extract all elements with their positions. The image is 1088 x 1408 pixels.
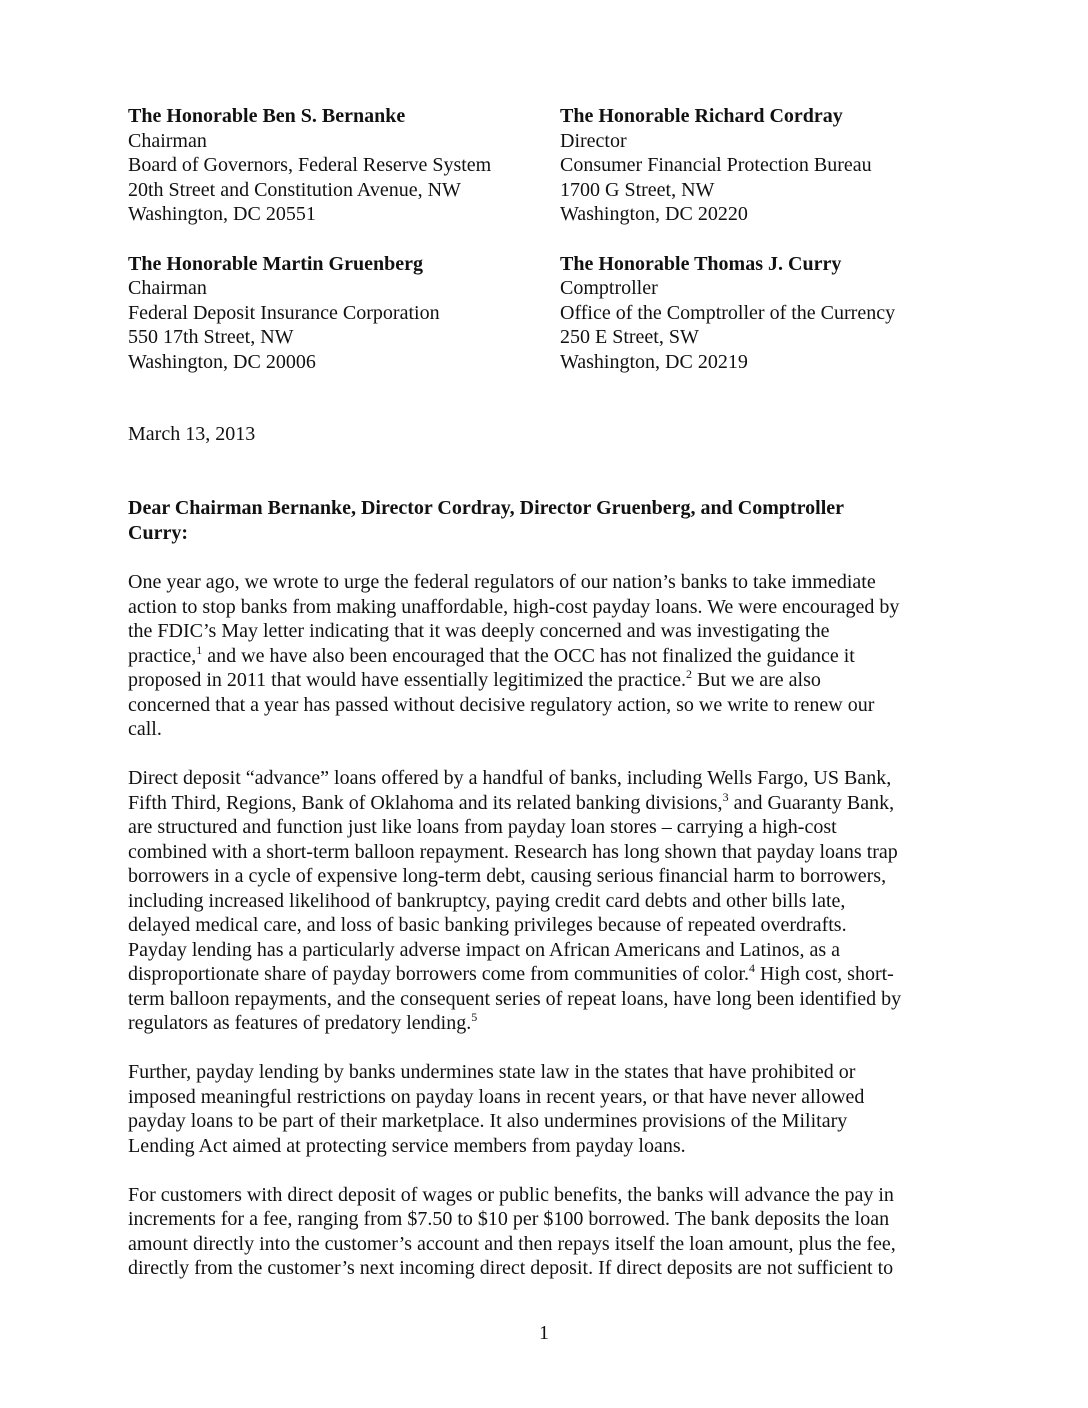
addressee-bernanke (128, 104, 560, 227)
addressee-city: Washington, DC 20219 (560, 350, 748, 373)
line-text: borrowers in a cycle of expensive long-term debt, causing serious financial harm to borrowers, (128, 865, 887, 887)
addressee-street: 1700 G Street, NW (560, 178, 715, 201)
line-text: including increased likelihood of bankruptcy, paying credit card debts and other bills late, (128, 889, 846, 912)
addressee-name: The Honorable Ben S. Bernanke (128, 105, 406, 127)
line-text: disproportionate share of payday borrowers come from communities of color. (128, 963, 749, 985)
paragraph-line (128, 595, 960, 620)
paragraph-line (128, 766, 960, 791)
addressee-title: Chairman (128, 129, 207, 152)
addressee-organization: Office of the Comptroller of the Currency (560, 301, 896, 324)
letter-body (128, 570, 960, 1305)
line-text-after-footnote: But we are also (692, 669, 821, 691)
line-text-after-footnote: and Guaranty Bank, (728, 791, 895, 814)
footnote-reference: 4 (748, 961, 755, 975)
line-text: concerned that a year has passed without decisive regulatory action, so we write to renew our (128, 693, 875, 716)
line-text: Payday lending has a particularly adverse impact on African Americans and Latinos, as a (128, 938, 840, 961)
line-text: combined with a short-term balloon repayment. Research has long shown that payday loans trap (128, 840, 898, 863)
line-text: For customers with direct deposit of wages or public benefits, the banks will advance the pay in (128, 1183, 894, 1206)
paragraph-line (128, 1134, 960, 1159)
paragraph-line (128, 791, 960, 816)
paragraph-line (128, 815, 960, 840)
line-text: call. (128, 718, 162, 740)
body-paragraph (128, 570, 960, 742)
paragraph-line (128, 1183, 960, 1208)
paragraph-line (128, 1207, 960, 1232)
paragraph-line (128, 570, 960, 595)
paragraph-line (128, 840, 960, 865)
paragraph-line (128, 913, 960, 938)
letter-date: March 13, 2013 (128, 423, 256, 445)
salutation-line: Dear Chairman Bernanke, Director Cordray, Director Gruenberg, and Comptroller (128, 497, 845, 519)
addressee-cordray (560, 104, 968, 227)
footnote-reference: 3 (722, 789, 729, 804)
paragraph-line (128, 987, 960, 1012)
line-text: increments for a fee, ranging from $7.50 to $10 per $100 borrowed. The bank deposits the loan (128, 1208, 890, 1230)
paragraph-line (128, 1011, 960, 1036)
line-text: are structured and function just like loans from payday loan stores – carrying a high-cost (128, 816, 837, 838)
line-text: imposed meaningful restrictions on payday loans in recent years, or that have never allowed (128, 1085, 865, 1108)
addressee-street: 20th Street and Constitution Avenue, NW (128, 178, 461, 201)
paragraph-line (128, 619, 960, 644)
paragraph-line (128, 644, 960, 669)
salutation-line: Curry: (128, 521, 188, 544)
addressee-city: Washington, DC 20551 (128, 203, 316, 225)
line-text: directly from the customer’s next incoming direct deposit. If direct deposits are not sufficient to (128, 1257, 894, 1279)
addressee-street: 250 E Street, SW (560, 326, 699, 348)
footnote-reference: 2 (686, 667, 692, 681)
addressee-name: The Honorable Thomas J. Curry (560, 252, 842, 275)
addressee-title: Director (560, 129, 627, 152)
addressee-blocks (128, 104, 968, 374)
line-text: Lending Act aimed at protecting service members from payday loans. (128, 1134, 686, 1157)
addressee-city: Washington, DC 20006 (128, 350, 316, 373)
addressee-title: Comptroller (560, 277, 658, 299)
paragraph-line (128, 693, 960, 718)
addressee-title: Chairman (128, 277, 207, 299)
line-text: regulators as features of predatory lending. (128, 1012, 472, 1034)
addressee-city: Washington, DC 20220 (560, 203, 748, 225)
paragraph-line (128, 1060, 960, 1085)
line-text: action to stop banks from making unaffordable, high-cost payday loans. We were encouraged by (128, 595, 900, 618)
footnote-reference: 1 (196, 642, 203, 657)
addressee-name: The Honorable Richard Cordray (560, 105, 843, 127)
paragraph-line (128, 717, 960, 742)
addressee-organization: Federal Deposit Insurance Corporation (128, 301, 440, 324)
paragraph-line (128, 938, 960, 963)
footnote-reference: 5 (471, 1010, 478, 1024)
line-text: practice, (128, 644, 197, 667)
line-text: Direct deposit “advance” loans offered by a handful of banks, including Wells Fargo, US Bank, (128, 767, 892, 789)
line-text: proposed in 2011 that would have essentially legitimized the practice. (128, 669, 686, 691)
body-paragraph (128, 1183, 960, 1281)
paragraph-line (128, 1232, 960, 1257)
body-paragraph (128, 1060, 960, 1158)
paragraph-line (128, 1085, 960, 1110)
addressee-name: The Honorable Martin Gruenberg (128, 252, 423, 275)
line-text: term balloon repayments, and the consequent series of repeat loans, have long been identified by (128, 987, 902, 1010)
line-text: Further, payday lending by banks undermines state law in the states that have prohibited or (128, 1061, 856, 1083)
salutation (128, 496, 968, 545)
addressee-curry (560, 252, 968, 375)
page-number: 1 (539, 1322, 549, 1344)
addressee-gruenberg (128, 252, 560, 375)
paragraph-line (128, 1256, 960, 1281)
paragraph-line (128, 962, 960, 987)
line-text: One year ago, we wrote to urge the federal regulators of our nation’s banks to take immediate (128, 571, 876, 593)
line-text-after-footnote: High cost, short- (754, 963, 894, 985)
paragraph-line (128, 864, 960, 889)
line-text: Fifth Third, Regions, Bank of Oklahoma and its related banking divisions, (128, 791, 723, 814)
line-text-after-footnote: and we have also been encouraged that the OCC has not finalized the guidance it (202, 644, 855, 667)
addressee-organization: Board of Governors, Federal Reserve System (128, 154, 492, 176)
line-text: payday loans to be part of their marketplace. It also undermines provisions of the Military (128, 1110, 848, 1132)
paragraph-line (128, 668, 960, 693)
body-paragraph (128, 766, 960, 1036)
addressee-organization: Consumer Financial Protection Bureau (560, 154, 872, 176)
addressee-street: 550 17th Street, NW (128, 326, 294, 348)
line-text: delayed medical care, and loss of basic banking privileges because of repeated overdrafts. (128, 914, 847, 936)
line-text: amount directly into the customer’s account and then repays itself the loan amount, plus the fee, (128, 1232, 896, 1255)
line-text: the FDIC’s May letter indicating that it was deeply concerned and was investigating the (128, 620, 830, 642)
paragraph-line (128, 889, 960, 914)
paragraph-line (128, 1109, 960, 1134)
